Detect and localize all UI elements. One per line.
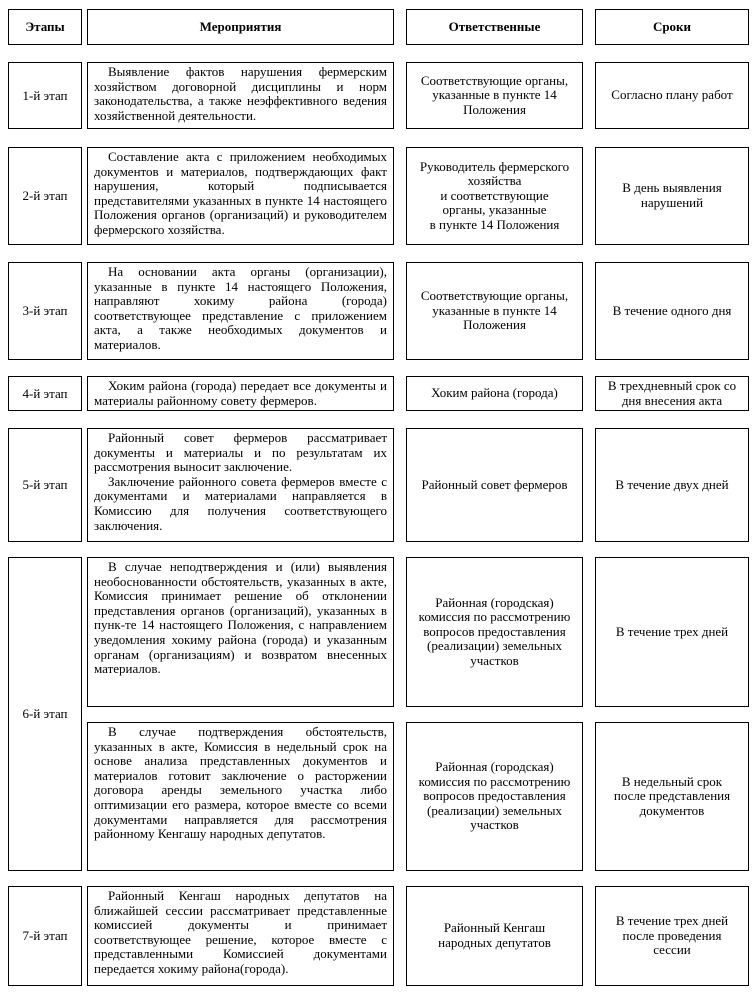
activity-stage-6b-text: В случае подтверждения обстоятельств, указанных в акте, Комиссия в недельный срок на основе анализа представленных документов и материалов готовит заключение о расторжении договора аренды земельного участка либо оптимизации его размера, которое вместе со всеми документами направляется для рассмотрения районному Кенгашу народных депутатов. — [94, 724, 387, 842]
stage-7-label: 7-й этап — [8, 886, 82, 986]
deadline-stage-5: В течение двух дней — [595, 428, 749, 542]
activity-stage-4 — [87, 376, 394, 411]
deadline-stage-6a: В течение трех дней — [595, 557, 749, 707]
activity-stage-3-text: На основании акта органы (организации), указанные в пункте 14 настоящего Положения, направляют хокиму района (города) соответствующее представление с приложением акта, а также необходимых документов и материалов. — [94, 264, 387, 352]
responsible-stage-7: Районный Кенгаш народных депутатов — [406, 886, 583, 986]
header-activities: Мероприятия — [87, 9, 394, 45]
header-deadlines: Сроки — [595, 9, 749, 45]
deadline-stage-4: В трехдневный срок со дня внесения акта — [595, 376, 749, 411]
activity-stage-7-text: Районный Кенгаш народных депутатов на ближайшей сессии рассматривает представленные комиссией документы и принимает соответствующее решение, которое вместе с представленными Комиссией документами передается хокиму района(города). — [94, 888, 387, 976]
responsible-stage-2: Руководитель фермерского хозяйства и соответствующие органы, указанные в пункте 14 Положения — [406, 147, 583, 245]
activity-stage-2-text: Составление акта с приложением необходимых документов и материалов, подтверждающих факт нарушения, который подписывается представителями указанных в пункте 14 настоящего Положения органов (организаций) и руководителем фермерского хозяйства. — [94, 149, 387, 237]
activity-stage-1 — [87, 62, 394, 129]
activity-stage-1-text: Выявление фактов нарушения фермерским хозяйством договорной дисциплины и норм законодательства, а также неэффективного ведения хозяйственной деятельности. — [94, 64, 387, 123]
activity-stage-5-text-1: Районный совет фермеров рассматривает документы и материалы и по результатам их рассмотрения выносит заключение. — [94, 430, 387, 475]
activity-stage-6b — [87, 722, 394, 871]
activity-stage-5 — [87, 428, 394, 542]
activity-stage-6a-text: В случае неподтверждения и (или) выявления необоснованности обстоятельств, указанных в акте, Комиссия принимает решение об отклонении представления органов (организаций), указанных в пунк-те 14 настоящего Положения, с направлением уведомления хокиму района (города) и указанным органам (организациям) и возвратом внесенных материалов. — [94, 559, 387, 677]
activity-stage-2 — [87, 147, 394, 245]
deadline-stage-6b: В недельный срок после представления документов — [595, 722, 749, 871]
responsible-stage-3: Соответствующие органы, указанные в пункте 14 Положения — [406, 262, 583, 360]
responsible-stage-1: Соответствующие органы, указанные в пункте 14 Положения — [406, 62, 583, 129]
stage-3-label: 3-й этап — [8, 262, 82, 360]
responsible-stage-6b: Районная (городская) комиссия по рассмотрению вопросов предоставления (реализации) земельных участков — [406, 722, 583, 871]
stage-4-label: 4-й этап — [8, 376, 82, 411]
stage-6-label: 6-й этап — [8, 557, 82, 871]
activity-stage-7 — [87, 886, 394, 986]
responsible-stage-4: Хоким района (города) — [406, 376, 583, 411]
header-responsible: Ответственные — [406, 9, 583, 45]
responsible-stage-6a: Районная (городская) комиссия по рассмотрению вопросов предоставления (реализации) земельных участков — [406, 557, 583, 707]
deadline-stage-7: В течение трех дней после проведения сессии — [595, 886, 749, 986]
deadline-stage-3: В течение одного дня — [595, 262, 749, 360]
activity-stage-3 — [87, 262, 394, 360]
stage-1-label: 1-й этап — [8, 62, 82, 129]
stage-5-label: 5-й этап — [8, 428, 82, 542]
responsible-stage-5: Районный совет фермеров — [406, 428, 583, 542]
activity-stage-5-text-2: Заключение районного совета фермеров вместе с документами и материалами направляется в Комиссию для получения соответствующего заключения. — [94, 473, 387, 533]
stage-2-label: 2-й этап — [8, 147, 82, 245]
activity-stage-6a — [87, 557, 394, 707]
header-stages: Этапы — [8, 9, 82, 45]
deadline-stage-1: Согласно плану работ — [595, 62, 749, 129]
activity-stage-4-text: Хоким района (города) передает все документы и материалы районному совету фермеров. — [94, 378, 387, 408]
deadline-stage-2: В день выявления нарушений — [595, 147, 749, 245]
